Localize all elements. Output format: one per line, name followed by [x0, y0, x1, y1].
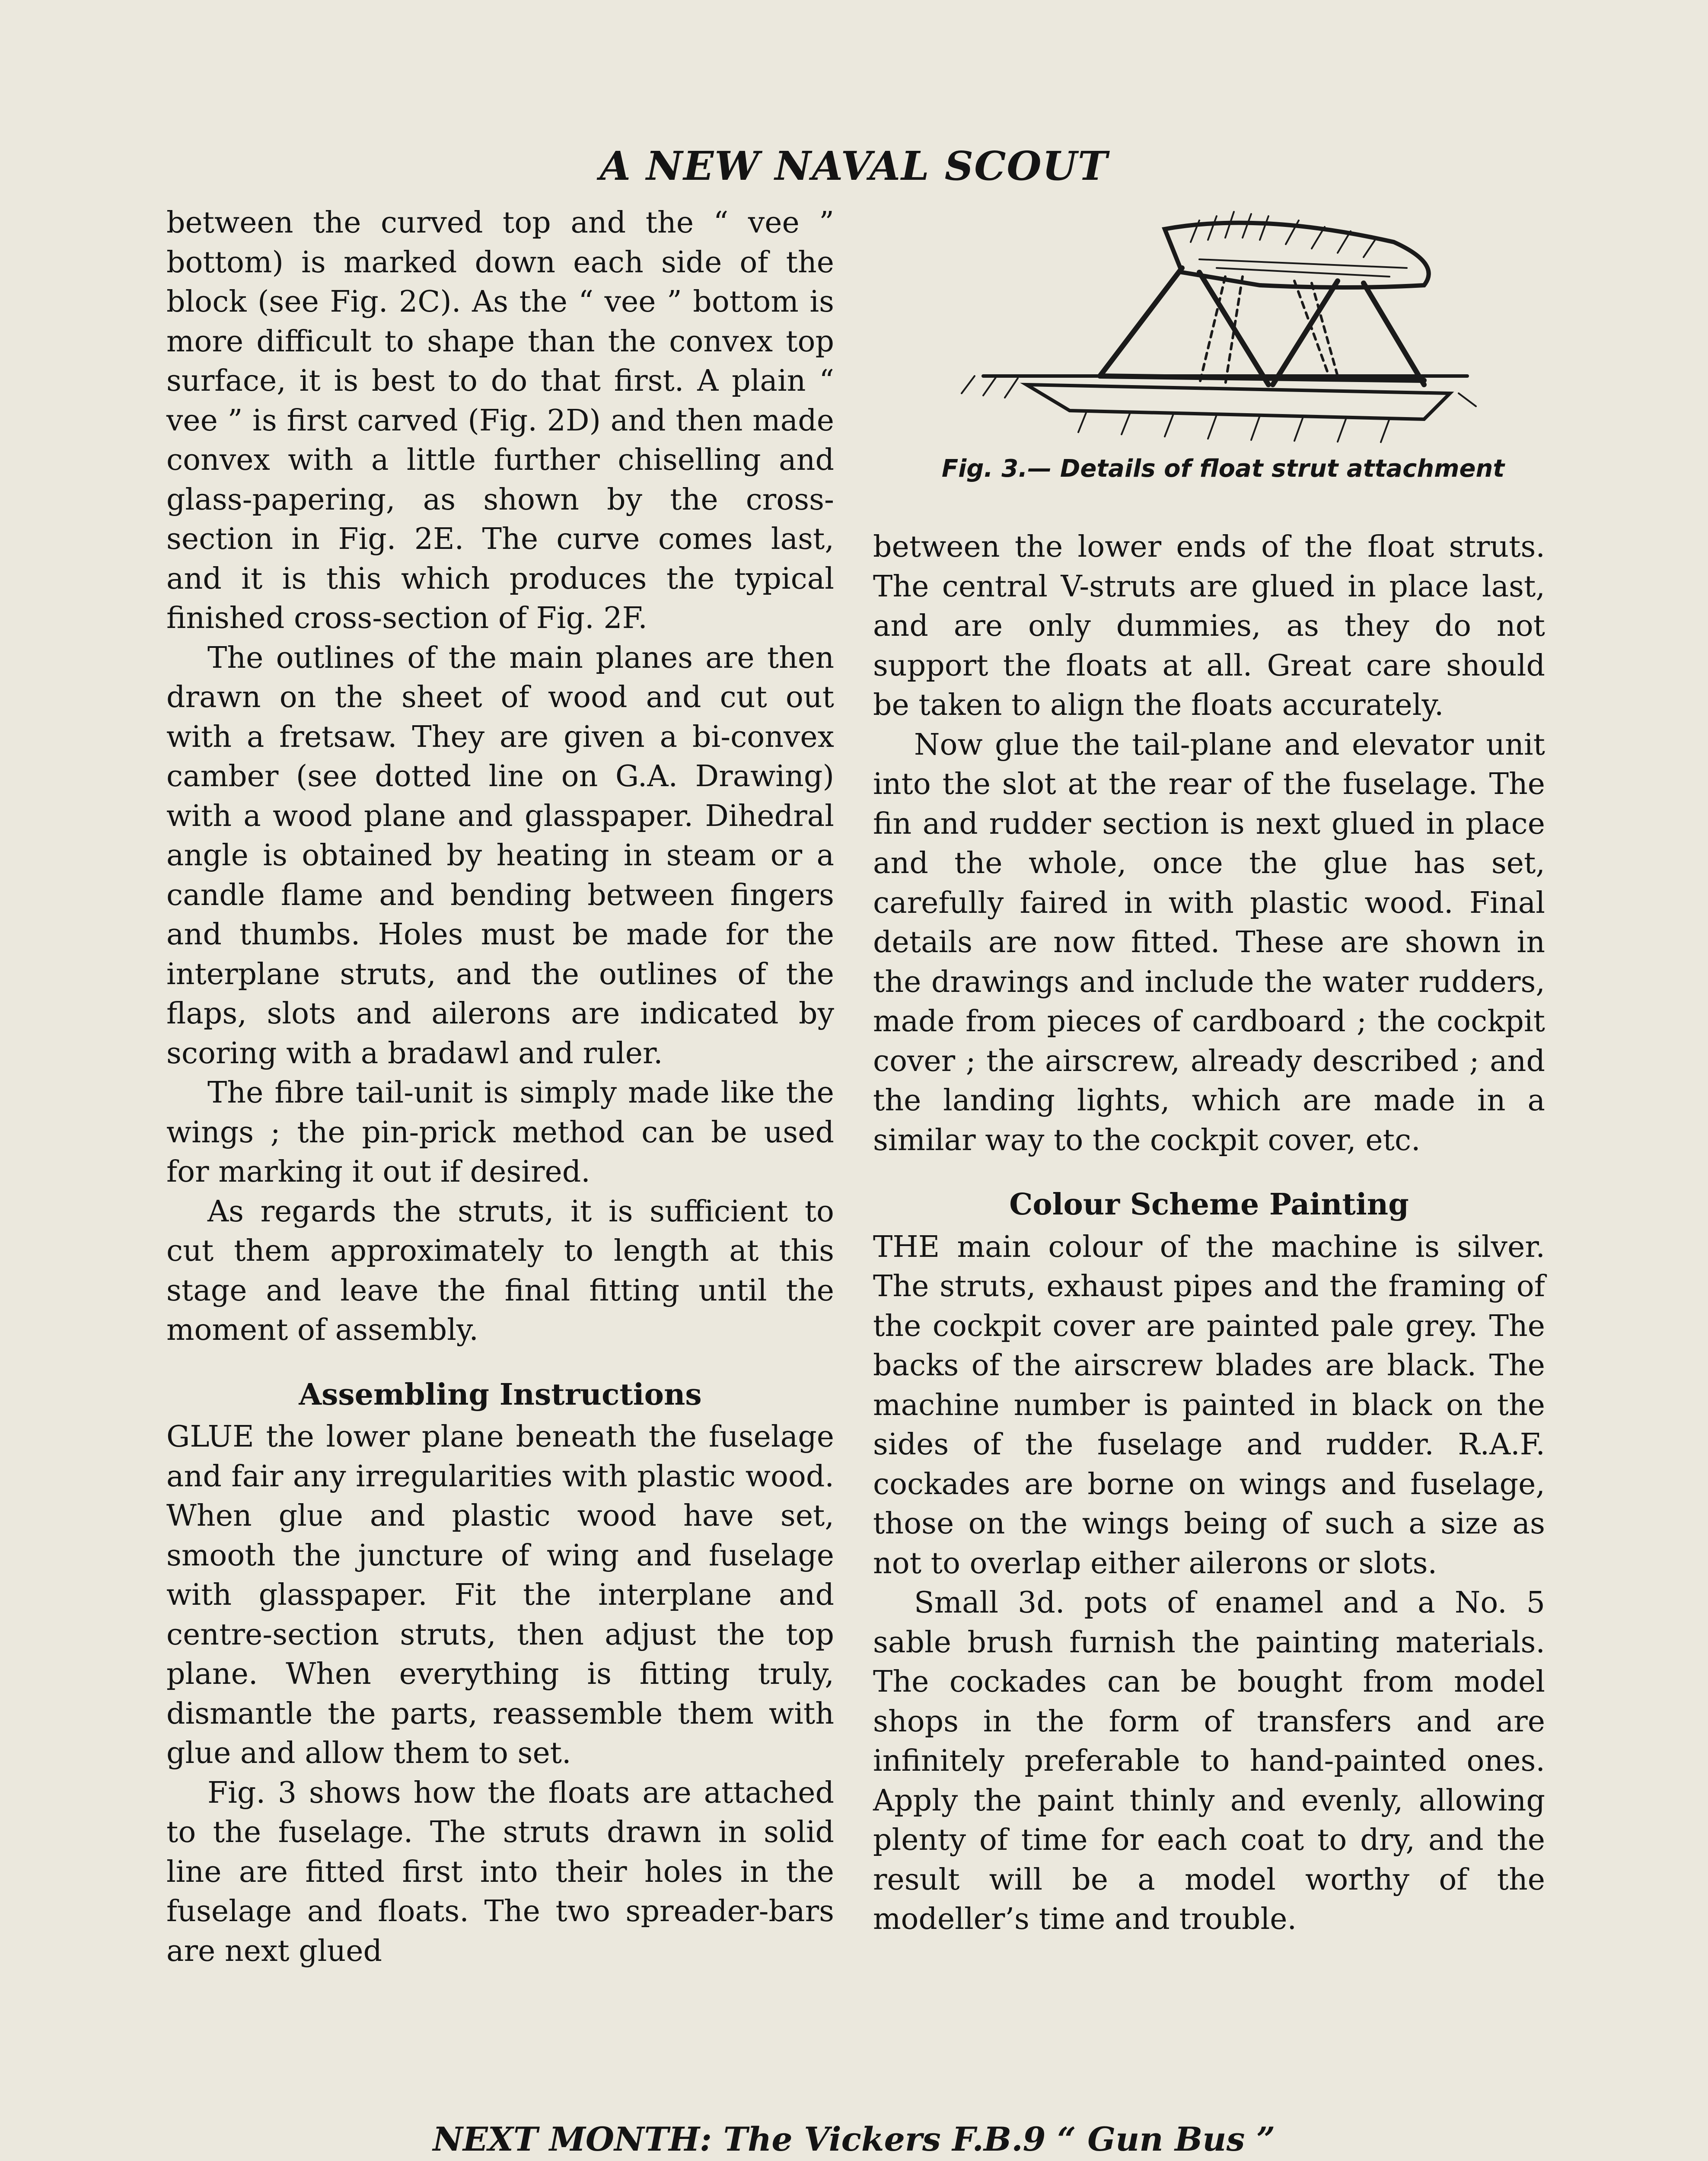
- running-title: A NEW NAVAL SCOUT: [599, 143, 1109, 189]
- paragraph: GLUE the lower plane beneath the fuselage and fair any irregularities with plastic wood. When glue and plastic wood have set, smooth the juncture of wing and fuselage with glasspaper. Fit the interplane and centre-section struts, then adjust the top plane. When everything is fitting truly, dismantle the parts, reassemble them with glue and allow them to set.: [166, 1420, 834, 1770]
- paragraph: The outlines of the main planes are then drawn on the sheet of wood and cut out with a fretsaw. They are given a bi-convex camber (see dotted line on G.A. Drawing) with a wood plane and glasspaper. Dihedral angle is obtained by heating in steam or a candle flame and bending between fingers and thumbs. Holes must be made for the interplane struts, and the outlines of the flaps, slots and ailerons are indicated by scoring with a bradawl and ruler.: [166, 641, 834, 1071]
- next-month-notice: NEXT MONTH: The Vickers F.B.9 “ Gun Bus ”: [433, 2120, 1275, 2158]
- section-heading-colour-scheme: Colour Scheme Painting: [1009, 1187, 1409, 1222]
- paragraph: As regards the struts, it is sufficient to cut them approximately to length at this stage and leave the final fitting until the moment of assembly.: [166, 1194, 834, 1347]
- paragraph: between the lower ends of the float struts. The central V-struts are glued in place last, and are only dummies, as they do not support the floats at all. Great care should be taken to align the floats accurately.: [873, 530, 1545, 722]
- paragraph: Now glue the tail-plane and elevator unit into the slot at the rear of the fuselage. The fin and rudder section is next glued in place and the whole, once the glue has set, carefully faired in with plastic wood. Final details are now fitted. These are shown in the drawings and include the water rudders, made from pieces of cardboard ; the cockpit cover ; the airscrew, already described ; and the landing lights, which are made in a similar way to the cockpit cover, etc.: [873, 727, 1545, 1157]
- paragraph: Small 3d. pots of enamel and a No. 5 sable brush furnish the painting materials. The cockades can be bought from model shops in the form of transfers and are infinitely preferable to hand-painted ones. Apply the paint thinly and evenly, allowing plenty of time for each coat to dry, and the result will be a model worthy of the modeller’s time and trouble.: [873, 1586, 1545, 1936]
- left-column: [166, 203, 834, 1971]
- section-heading-assembling: Assembling Instructions: [299, 1377, 702, 1412]
- paragraph: THE main colour of the machine is silver. The struts, exhaust pipes and the framing of the cockpit cover are painted pale grey. The backs of the airscrew blades are black. The machine number is painted in black on the sides of the fuselage and rudder. R.A.F. cockades are borne on wings and fuselage, those on the wings being of such a size as not to overlap either ailerons or slots.: [873, 1230, 1545, 1581]
- paragraph: The fibre tail-unit is simply made like the wings ; the pin-prick method can be used for marking it out if desired.: [166, 1076, 834, 1189]
- paragraph: between the curved top and the “ vee ” bottom) is marked down each side of the block (see Fig. 2C). As the “ vee ” bottom is more difficult to shape than the convex top surface, it is best to do that first. A plain “ vee ” is first carved (Fig. 2D) and then made convex with a little further chiselling and glass-papering, as shown by the cross-section in Fig. 2E. The curve comes last, and it is this which produces the typical finished cross-section of Fig. 2F.: [166, 206, 834, 635]
- right-column: [873, 527, 1545, 1939]
- float-strut-figure: [957, 203, 1493, 462]
- float-strut-drawing: [957, 203, 1493, 462]
- figure-caption: Fig. 3.— Details of float strut attachment: [941, 455, 1505, 483]
- paragraph: Fig. 3 shows how the floats are attached to the fuselage. The struts drawn in solid line are fitted first into their holes in the fuselage and floats. The two spreader-bars are next glued: [166, 1775, 834, 1968]
